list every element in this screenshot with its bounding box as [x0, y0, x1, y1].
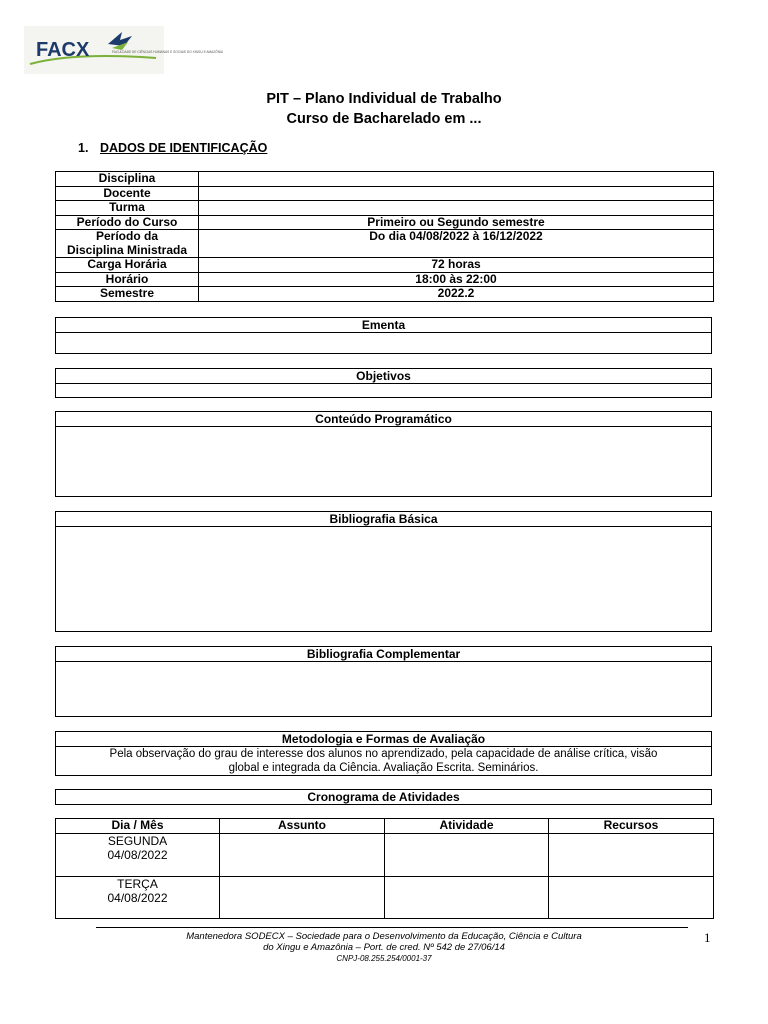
table-row: [56, 272, 714, 287]
carga-horaria-value: 72 horas: [199, 258, 714, 273]
section-number: 1.: [78, 141, 89, 155]
metodologia-box: [55, 731, 712, 776]
horario-value: 18:00 às 22:00: [199, 272, 714, 287]
atividade-cell: [385, 876, 549, 918]
periodo-disciplina-label-line1: Período da: [95, 229, 158, 243]
disciplina-label: Disciplina: [56, 172, 199, 187]
cronograma-table: [55, 818, 714, 919]
day-name: SEGUNDA: [107, 833, 168, 848]
section-title: DADOS DE IDENTIFICAÇÃO: [100, 141, 268, 155]
periodo-disciplina-label-line2: Disciplina Ministrada: [66, 242, 188, 257]
table-header-row: [56, 819, 714, 834]
table-row: [56, 258, 714, 273]
table-row: [56, 186, 714, 201]
footer-line1: Mantenedora SODECX – Sociedade para o Desenvolvimento da Educação, Ciência e Cultura: [186, 931, 582, 942]
recursos-cell: [549, 833, 714, 876]
bibliografia-complementar-box: [55, 646, 712, 717]
metodologia-content: [56, 747, 711, 775]
dia-mes-cell: [56, 876, 220, 918]
header-recursos: Recursos: [549, 819, 714, 834]
logo-tagline: FACULDADE DE CIÊNCIAS HUMANAS E SOCIAIS DO XINGU E AMAZÔNIA: [112, 50, 224, 54]
semestre-label: Semestre: [56, 287, 199, 302]
day-date: 04/08/2022: [107, 890, 168, 905]
header-assunto: Assunto: [220, 819, 385, 834]
turma-value: [199, 201, 714, 216]
cronograma-title-box: [55, 789, 712, 805]
svg-text:FACULDADE DE CIÊNCIAS HUMANAS: [112, 49, 224, 54]
table-row: [56, 215, 714, 230]
assunto-cell: [220, 833, 385, 876]
atividade-cell: [385, 833, 549, 876]
table-row: [56, 833, 714, 876]
document-title: PIT – Plano Individual de Trabalho: [266, 91, 502, 107]
facx-logo: [24, 26, 224, 74]
logo-text: FACX: [36, 39, 90, 61]
table-row: [56, 876, 714, 918]
docente-label: Docente: [56, 186, 199, 201]
turma-label: Turma: [56, 201, 199, 216]
semestre-value: 2022.2: [199, 287, 714, 302]
section-heading: [78, 141, 267, 155]
bibliografia-basica-box: [55, 511, 712, 632]
table-row: [56, 201, 714, 216]
day-date: 04/08/2022: [107, 847, 168, 862]
metodologia-line2: global e integrada da Ciência. Avaliação Escrita. Seminários.: [228, 762, 539, 774]
periodo-disciplina-label: [56, 230, 199, 258]
footer-divider: [96, 927, 688, 928]
conteudo-box: [55, 411, 712, 497]
ementa-box: [55, 317, 712, 354]
page-number: 1: [704, 930, 711, 945]
docente-value: [199, 186, 714, 201]
horario-label: Horário: [56, 272, 199, 287]
dia-mes-cell: [56, 833, 220, 876]
metodologia-title: Metodologia e Formas de Avaliação: [56, 732, 711, 747]
footer-cnpj: CNPJ-08.255.254/0001-37: [336, 954, 432, 963]
bibliografia-complementar-title: Bibliografia Complementar: [56, 647, 711, 662]
footer-line2: do Xingu e Amazônia – Port. de cred. Nº 542 de 27/06/14: [263, 942, 505, 953]
assunto-cell: [220, 876, 385, 918]
metodologia-line1: Pela observação do grau de interesse dos alunos no aprendizado, pela capacidade de análise crítica, visão: [109, 748, 658, 760]
periodo-disciplina-value: Do dia 04/08/2022 à 16/12/2022: [199, 230, 714, 258]
bibliografia-basica-title: Bibliografia Básica: [56, 512, 711, 527]
document-subtitle: Curso de Bacharelado em ...: [286, 111, 482, 127]
carga-horaria-label: Carga Horária: [56, 258, 199, 273]
header-atividade: Atividade: [385, 819, 549, 834]
recursos-cell: [549, 876, 714, 918]
table-row: [56, 172, 714, 187]
periodo-curso-value: Primeiro ou Segundo semestre: [199, 215, 714, 230]
identification-table: [55, 171, 714, 302]
conteudo-title: Conteúdo Programático: [56, 412, 711, 427]
cronograma-title: Cronograma de Atividades: [307, 790, 460, 804]
objetivos-box: [55, 368, 712, 398]
day-name: TERÇA: [117, 876, 158, 891]
disciplina-value: [199, 172, 714, 187]
table-row: [56, 230, 714, 258]
header-dia-mes: Dia / Mês: [56, 819, 220, 834]
table-row: [56, 287, 714, 302]
periodo-curso-label: Período do Curso: [56, 215, 199, 230]
ementa-title: Ementa: [56, 318, 711, 333]
objetivos-title: Objetivos: [56, 369, 711, 384]
